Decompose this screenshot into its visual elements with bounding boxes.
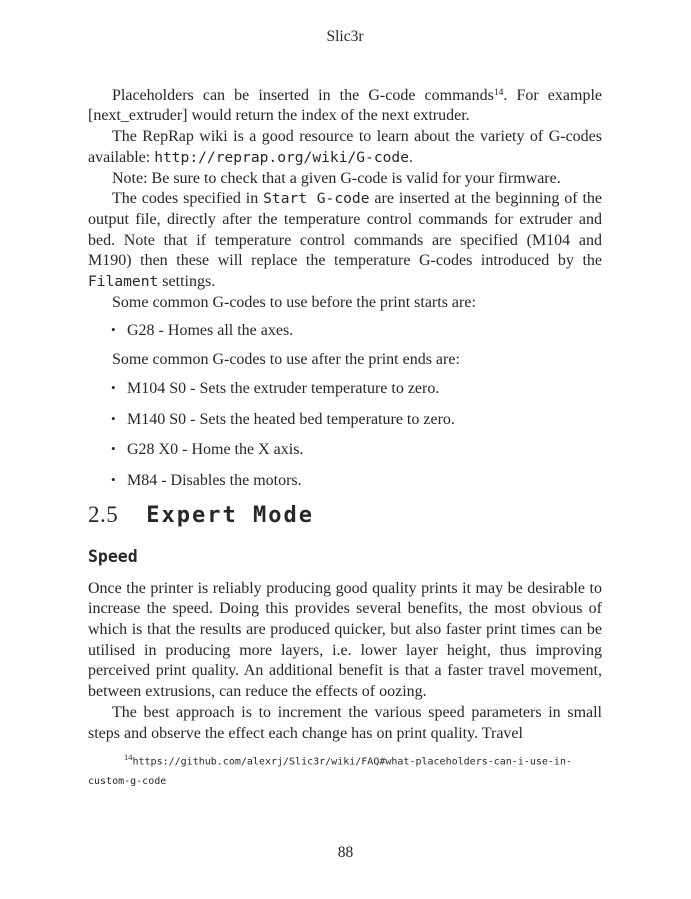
bullet-icon: • (111, 379, 116, 395)
body-text (88, 86, 602, 790)
list-item-text: G28 X0 - Home the X axis. (127, 441, 304, 459)
paragraph-text: settings. (158, 273, 216, 291)
paragraph-text: The RepRap wiki is a good resource to learn about the variety of G-codes available: (88, 128, 602, 166)
section-heading-expert-mode (88, 501, 602, 530)
paragraph-before-print-intro: Some common G-codes to use before the print starts are: (112, 293, 476, 311)
page-content (88, 0, 602, 790)
subsection-heading-speed: Speed (88, 546, 138, 566)
section-title: Expert Mode (146, 502, 314, 528)
paragraph-text: . (409, 148, 413, 166)
page-number: 88 (337, 844, 354, 861)
paragraph-text: are inserted at the beginning of the output file, directly after the temperature control commands for extruder and bed. Note that if temperature control commands are specified (M104 and M190) then these will replace the temperature G-codes introduced by the (88, 190, 603, 270)
footnote-marker: 14 (124, 752, 133, 763)
paragraph-best-approach: The best approach is to increment the various speed parameters in small steps and observe the effect each change has on print quality. Travel (88, 703, 602, 742)
list-item-text: M140 S0 - Sets the heated bed temperature to zero. (127, 410, 455, 428)
paragraph-placeholders (88, 86, 602, 127)
bullet-icon: • (111, 322, 116, 338)
paragraph-text: Placeholders can be inserted in the G-code commands (112, 86, 494, 104)
list-item (111, 379, 602, 400)
list-item (111, 440, 602, 461)
list-item (111, 410, 602, 431)
footnote (88, 749, 602, 790)
inline-code-filament: Filament (88, 273, 159, 291)
paragraph-speed-benefits: Once the printer is reliably producing good quality prints it may be desirable to increase the speed. Doing this provides several benefits, the most obvious of which is that the results are produced quicker, but also faster print times can be utilised in producing more layers, i.e. lower layer height, thus improving perceived print quality. An additional benefit is that a faster travel movement, between extrusions, can reduce the effects of oozing. (88, 579, 602, 701)
bullet-icon: • (111, 441, 116, 457)
list-item-text: M104 S0 - Sets the extruder temperature to zero. (127, 379, 440, 397)
list-item-text: G28 - Homes all the axes. (127, 322, 294, 340)
list-item (111, 471, 602, 492)
footnote-ref: 14 (493, 87, 504, 98)
reprap-gcode-url[interactable]: http://reprap.org/wiki/G-code (154, 148, 409, 166)
running-header: Slic3r (326, 28, 364, 45)
section-number: 2.5 (88, 501, 119, 527)
paragraph-reprap-wiki (88, 127, 602, 168)
inline-code-start-gcode: Start G-code (263, 190, 370, 208)
paragraph-start-gcode (88, 189, 602, 293)
paragraph-after-print-intro: Some common G-codes to use after the print ends are: (112, 351, 460, 369)
paragraph-note-firmware: Note: Be sure to check that a given G-code is valid for your firmware. (112, 169, 561, 187)
paragraph-text: The codes specified in (112, 190, 264, 208)
gcode-list-after-print (88, 379, 602, 492)
bullet-icon: • (111, 410, 116, 426)
bullet-icon: • (111, 471, 116, 487)
list-item (111, 321, 602, 342)
footnote-url[interactable]: https://github.com/alexrj/Slic3r/wiki/FAQ#what-placeholders-can-i-use-in-custom-g-code (88, 756, 572, 787)
gcode-list-before-print (88, 321, 602, 342)
list-item-text: M84 - Disables the motors. (127, 471, 302, 489)
paragraph-text: . For example [next_extruder] would return the index of the next extruder. (88, 86, 602, 125)
